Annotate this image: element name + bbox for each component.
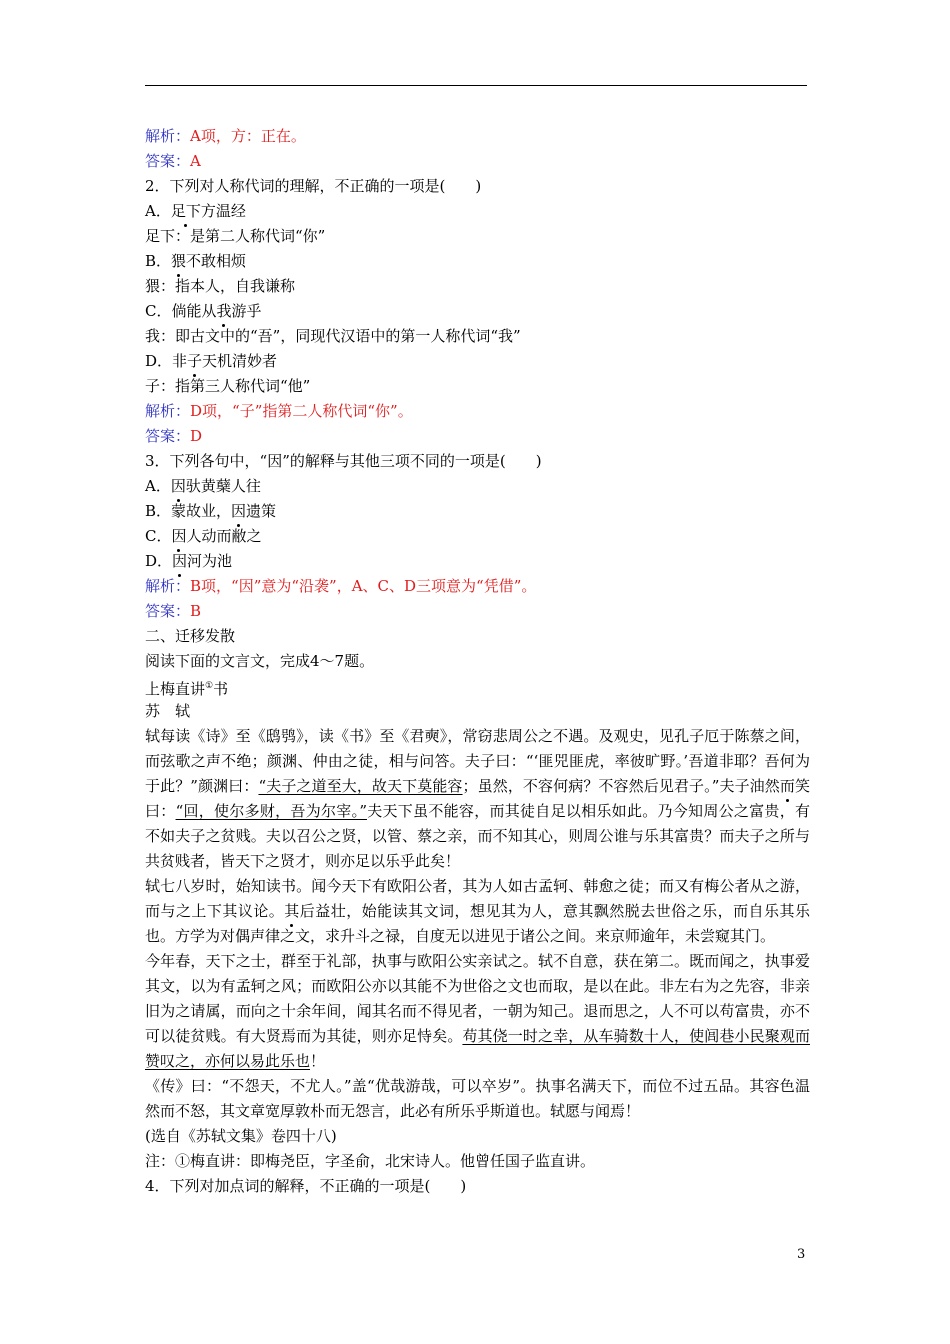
- analysis-label: 解析：: [145, 577, 191, 595]
- underlined-sentence: 苟其侥一时之幸，从车骑数十人，使闾巷小民聚观而赞叹之，亦何以易此乐也: [145, 1027, 810, 1070]
- q2-note-d: 子：指第三人称代词“他”: [145, 377, 311, 395]
- footnote-marker: ①: [205, 681, 214, 691]
- header-rule: [145, 85, 807, 86]
- option-text: 游乎: [231, 302, 262, 320]
- q3-option-c: [145, 524, 810, 549]
- option-prefix: C．倘能从: [145, 302, 217, 320]
- dotted-word: 足下: [171, 199, 201, 224]
- option-text: 人动而敝之: [186, 527, 262, 545]
- passage-paragraph-1: 轼每读《诗》至《鸱鸮》，读《书》至《君奭》，常窃悲周公之不遇。及观史，见孔子厄于陈蔡之间，而弦歌之声不绝；颜渊、仲由之徒，相与问答。夫子曰：“‘匪兕匪虎，率彼旷野。’吾道非耶？吾何为于此？”颜渊曰：“夫子之道至大，故天下莫能容；虽然，不容何病？不容然后见君子。”夫子油然而笑曰：“回，使尔多财，吾为尔宰。”夫天下虽不能容，而其徒自足以相乐如此。乃今知周公之富贵，有不如夫子之贫贱。夫以召公之贤，以管、蔡之亲，而不知其心，则周公谁与乐其富贵？而夫子之所与共贫贱者，皆天下之贤才，则亦足以乐乎此矣！: [145, 727, 811, 870]
- q2-note-b: 猥：指本人，自我谦称: [145, 277, 296, 295]
- reading-instruction: 阅读下面的文言文，完成4～7题。: [145, 652, 375, 670]
- q3-option-a: [145, 474, 810, 499]
- q4-stem: 4．下列对加点词的解释，不正确的一项是( ): [145, 1177, 467, 1195]
- option-text: 遗策: [246, 502, 277, 520]
- q3-option-d: [145, 549, 810, 574]
- q3-option-b: [145, 499, 810, 524]
- analysis-label: 解析：: [145, 127, 191, 145]
- option-text: 河为池: [187, 552, 233, 570]
- analysis-text: B项，“因”意为“沿袭”，A、C、D三项意为“凭借”。: [190, 577, 537, 595]
- q3-answer: [145, 599, 810, 624]
- analysis-label: 解析：: [145, 402, 191, 420]
- option-prefix: B．: [145, 252, 172, 270]
- option-prefix: C．: [145, 527, 172, 545]
- option-prefix: B．蒙故业，: [145, 502, 232, 520]
- passage-paragraph-4: 《传》曰：“不怨天，不尤人。”盖“优哉游哉，可以卒岁”。执事名满天下，而位不过五品。其容色温然而不怒，其文章宽厚敦朴而无怨言，此必有所乐乎斯道也。轼愿与闻焉！: [145, 1077, 810, 1120]
- answer-value: B: [190, 602, 202, 620]
- passage-paragraph-3: 今年春，天下之士，群至于礼部，执事与欧阳公实亲试之。轼不自意，获在第二。既而闻之，执事爱其文，以为有孟轲之风；而欧阳公亦以其能不为世俗之文也而取，是以在此。非左右为之先容，非亲旧为之请属，而向之十余年间，闻其名而不得见者，一朝为知己。退而思之，人不可以苟富贵，亦不可以徒贫贱。有大贤焉而为其徒，则亦足恃矣。苟其侥一时之幸，从车骑数十人，使闾巷小民聚观而赞叹之，亦何以易此乐也！: [145, 952, 810, 1070]
- option-text: 天机清妙者: [202, 352, 278, 370]
- option-text: 方温经: [200, 202, 246, 220]
- option-prefix: D．非: [145, 352, 188, 370]
- underlined-sentence: “夫子之道至大，故天下莫能容: [258, 777, 463, 795]
- q2-stem: 2．下列对人称代词的理解，不正确的一项是( ): [145, 177, 482, 195]
- dotted-word: 猥: [171, 249, 186, 274]
- passage-author: 苏 轼: [145, 702, 191, 720]
- analysis-text: A项，方：正在。: [190, 127, 306, 145]
- q2-analysis: [145, 399, 810, 424]
- option-text: 不敢相烦: [186, 252, 247, 270]
- dotted-word: 因: [231, 499, 246, 524]
- dotted-word: 因: [172, 549, 187, 574]
- q3-analysis: [145, 574, 810, 599]
- option-prefix: D．: [145, 552, 173, 570]
- q2-option-d: [145, 349, 810, 374]
- passage-title: 上梅直讲①书: [145, 680, 229, 698]
- passage-note: 注：①梅直讲：即梅尧臣，字圣俞，北宋诗人。他曾任国子监直讲。: [145, 1152, 596, 1170]
- dotted-word: 其: [284, 899, 299, 924]
- option-text: 驮黄蘖人往: [185, 477, 261, 495]
- answer-label: 答案：: [145, 152, 191, 170]
- q1-answer: [145, 149, 810, 174]
- q2-option-b: [145, 249, 810, 274]
- q2-note-a: 足下：是第二人称代词“你”: [145, 227, 326, 245]
- dotted-word: 因: [171, 474, 186, 499]
- underlined-sentence: “回，使尔多财，吾为尔宰。”: [175, 802, 367, 820]
- answer-label: 答案：: [145, 427, 191, 445]
- q2-option-c: [145, 299, 810, 324]
- q3-stem: 3．下列各句中，“因”的解释与其他三项不同的一项是( ): [145, 452, 542, 470]
- page-number: 3: [797, 1247, 806, 1262]
- answer-value: A: [190, 152, 201, 170]
- section-heading: 二、迁移发散: [145, 627, 236, 645]
- option-prefix: A．: [145, 477, 171, 495]
- option-prefix: A．: [145, 202, 171, 220]
- q2-answer: [145, 424, 810, 449]
- q2-note-c: 我：即古文中的“吾”，同现代汉语中的第一人称代词“我”: [145, 327, 521, 345]
- dotted-word: 子: [187, 349, 202, 374]
- dotted-word: 而: [780, 774, 795, 799]
- q1-analysis: [145, 124, 810, 149]
- passage-source: (选自《苏轼文集》卷四十八): [145, 1127, 337, 1145]
- answer-value: D: [190, 427, 203, 445]
- q2-option-a: [145, 199, 810, 224]
- analysis-text: D项，“子”指第二人称代词“你”。: [190, 402, 413, 420]
- passage-paragraph-2: 轼七八岁时，始知读书。闻今天下有欧阳公者，其为人如古孟轲、韩愈之徒；而又有梅公者从之游，而与之上下其议论。其后益壮，始能读其文词，想见其为人，意其飘然脱去世俗之乐，而自乐其乐也。方学为对偶声律之文，求升斗之禄，自度无以进见于诸公之间。来京师逾年，未尝窥其门。: [145, 877, 810, 945]
- page-content: [145, 124, 810, 1199]
- dotted-word: 因: [171, 524, 186, 549]
- answer-label: 答案：: [145, 602, 191, 620]
- dotted-word: 我: [216, 299, 231, 324]
